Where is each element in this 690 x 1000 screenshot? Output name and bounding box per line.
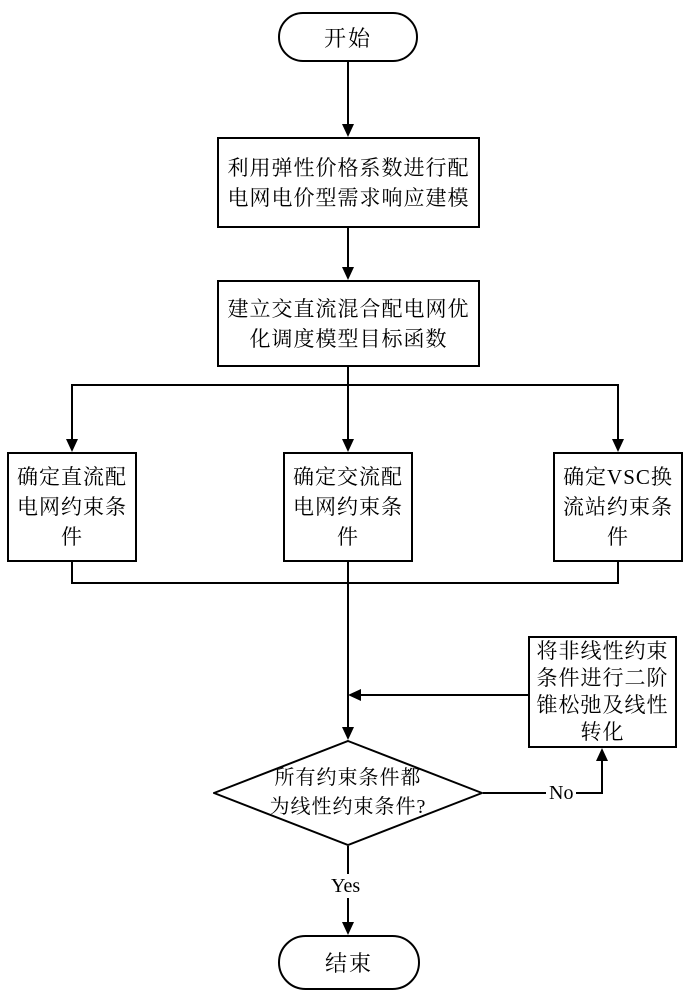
- process-dc-constraints: [7, 452, 137, 562]
- edge-no-vertical: [601, 759, 603, 794]
- process-line: 件: [337, 525, 359, 549]
- branch-merge-line: [71, 582, 619, 584]
- arrowhead-into-vsc: [612, 439, 624, 452]
- arrowhead-into-ac: [342, 439, 354, 452]
- edge-vsc-to-merge: [617, 562, 619, 584]
- edge-relaxation-to-mainline: [360, 694, 528, 696]
- process-line: 电网约束条: [293, 495, 403, 519]
- process-ac-constraints: [283, 452, 413, 562]
- process-socp-relaxation: [528, 636, 677, 748]
- edge-dc-to-merge: [71, 562, 73, 584]
- process-line: 条件进行二阶: [536, 666, 669, 690]
- process-line: 转化: [580, 720, 625, 744]
- process-line: 确定交流配: [293, 465, 403, 489]
- edge-merge-to-decision: [347, 582, 349, 729]
- arrowhead-into-dc: [66, 439, 78, 452]
- edge-no-horizontal: [483, 792, 603, 794]
- process-demand-response-modeling: [217, 137, 480, 228]
- decision-diamond: [213, 740, 483, 846]
- branch-split-line: [71, 384, 619, 386]
- arrowhead-into-end: [342, 922, 354, 935]
- arrowhead-into-relaxation: [596, 748, 608, 761]
- start-terminal: [278, 12, 418, 62]
- yes-label: Yes: [328, 874, 363, 898]
- process-line: 锥松弛及线性: [536, 693, 669, 717]
- process-line: 确定直流配: [17, 465, 127, 489]
- process-line: 化调度模型目标函数: [249, 326, 448, 351]
- edge-objective-to-branch: [347, 367, 349, 385]
- process-line: 利用弹性价格系数进行配: [227, 155, 470, 180]
- arrowhead-into-mainline: [348, 689, 361, 701]
- process-vsc-constraints: [553, 452, 683, 562]
- end-label: 结束: [324, 951, 373, 976]
- arrowhead-into-modeling: [342, 124, 354, 137]
- process-line: 电网电价型需求响应建模: [227, 185, 470, 210]
- edge-modeling-to-objective: [347, 228, 349, 269]
- edge-branch-to-vsc: [617, 384, 619, 441]
- edge-branch-to-ac: [347, 384, 349, 441]
- edge-ac-to-merge: [347, 562, 349, 584]
- process-line: 件: [607, 525, 629, 549]
- process-objective-function: [217, 280, 480, 367]
- process-line: 建立交直流混合配电网优: [227, 296, 470, 321]
- edge-branch-to-dc: [71, 384, 73, 441]
- process-line: 确定VSC换: [563, 465, 673, 489]
- decision-line: 为线性约束条件?: [269, 796, 427, 818]
- decision-text: [213, 740, 483, 846]
- end-terminal: [278, 935, 420, 990]
- process-line: 流站约束条: [563, 495, 673, 519]
- arrowhead-into-objective: [342, 267, 354, 280]
- process-line: 电网约束条: [17, 495, 127, 519]
- process-line: 将非线性约束: [536, 639, 669, 663]
- edge-start-to-modeling: [347, 62, 349, 126]
- decision-line: 所有约束条件都: [274, 767, 422, 789]
- process-line: 件: [61, 525, 83, 549]
- arrowhead-into-decision: [342, 727, 354, 740]
- start-label: 开始: [323, 25, 372, 51]
- no-label: No: [546, 781, 576, 805]
